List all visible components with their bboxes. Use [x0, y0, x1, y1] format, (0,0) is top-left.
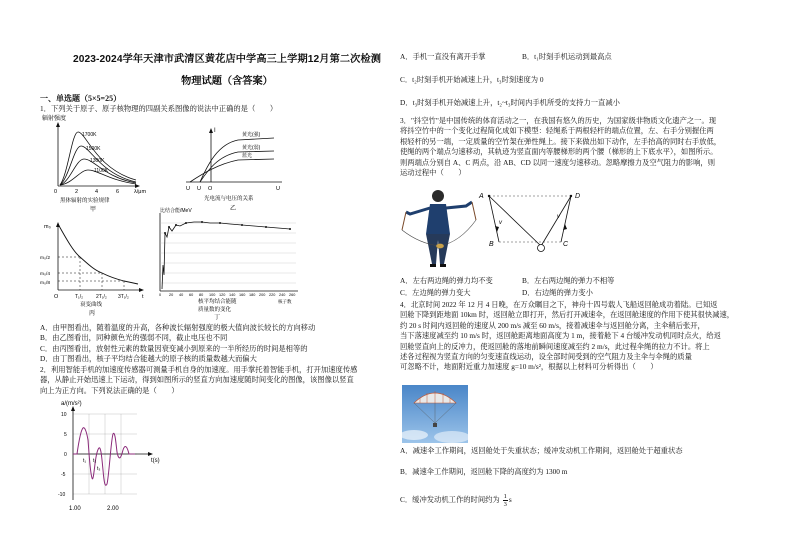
bing-y-half: m₀/2: [40, 256, 50, 261]
yi-label-strong: 黄光(强): [242, 132, 261, 138]
bing-tick-t3: 3T₁/₂: [118, 294, 129, 300]
q4-stem-line-6: 述各过程视为竖直方向的匀变速直线运动，设全部时间受到的空气阻力及主伞与伞绳的质量: [400, 352, 692, 362]
q2-option-b[interactable]: B．t₁时刻手机运动到最高点: [522, 52, 612, 61]
page-title: 2023-2024学年天津市武清区黄花店中学高三上学期12月第二次检测: [72, 54, 382, 65]
ding-tick-240: 240: [279, 293, 286, 297]
q2-ytick-m5: -5: [61, 472, 66, 478]
yi-tick-u: U: [276, 186, 280, 192]
q2-option-d[interactable]: D．t₃时刻手机开始减速上升，t₂~t₃时间内手机所受的支持力一直减小: [400, 98, 620, 107]
q3-option-c[interactable]: C．左边绳的弹力变大: [400, 288, 471, 297]
q4-fraction-denominator: 3: [503, 501, 507, 508]
bing-ylabel-m0: m₀: [44, 224, 51, 230]
ding-tick-40: 40: [179, 293, 184, 297]
jia-curve-1700: 1700K: [82, 132, 97, 138]
bing-xlabel: t: [142, 294, 144, 300]
jia-curve-1100: 1100K: [94, 168, 109, 174]
figure-jia-blackbody: [38, 114, 188, 214]
jia-label: 甲: [90, 207, 97, 213]
q4-option-a[interactable]: A．减速伞工作期间，返回舱处于失重状态；缓冲发动机工作期间，返回舱处于超重状态: [400, 446, 683, 455]
q4-stem-line-5: 回舱竖直向上的反冲力，使返回舱的落地前瞬间速度减至约 2 m/s，此过程伞绳的拉力不计。将上: [400, 341, 710, 351]
q4-fraction-unit: s: [508, 495, 512, 505]
jia-caption: 黑体辐射的实验规律: [60, 198, 110, 204]
ding-tick-60: 60: [189, 293, 194, 297]
q3-stem-line-3: 根轻杆的另一端，一定质量的空竹架在弹性绳上。接下来做出如下动作，左手抬高的同时右手放低，: [400, 136, 722, 146]
q4-option-c-text: C．缓冲发动机工作的时间约为: [400, 495, 500, 505]
q3-velocity-right: v: [557, 214, 560, 220]
ding-tick-80: 80: [199, 293, 204, 297]
yi-label: 乙: [230, 206, 237, 212]
ding-tick-180: 180: [249, 293, 256, 297]
q2-xtick-2: 2.00: [107, 506, 119, 512]
q2-acceleration-chart: [55, 400, 175, 525]
ding-tick-200: 200: [259, 293, 266, 297]
ding-tick-140: 140: [229, 293, 236, 297]
bing-tick-t1: T₁/₂: [75, 294, 84, 300]
figure-ding-binding-energy: [150, 205, 300, 320]
q2-t3-label: t₃: [97, 466, 101, 472]
q2-stem: [40, 365, 357, 396]
q3-diabolo-player-illustration: [400, 184, 480, 274]
jia-curve-1500: 1500K: [86, 146, 101, 152]
q3-point-d: D: [575, 193, 581, 200]
bing-caption: 衰变曲线: [80, 302, 103, 308]
q1-option-c[interactable]: C．由丙图看出，放射性元素的数量因衰变减小到原来的一半所经历的时间是相等的: [40, 343, 308, 353]
ding-caption-2: 质量数的变化: [198, 307, 232, 313]
q4-option-c[interactable]: [400, 493, 512, 508]
q4-stem-line-1: 4．北京时间 2022 年 12 月 4 日晚，在万众瞩目之下，神舟十四号载人飞船返回舱成功着陆。已知返: [400, 300, 718, 309]
q3-velocity-left: v: [499, 220, 502, 226]
q4-fraction-numerator: 1: [503, 493, 507, 500]
q2-ytick-10: 10: [61, 412, 67, 418]
q1-option-a[interactable]: A．由甲图看出，随着温度的升高，各种波长辐射强度的极大值向波长较长的方向移动: [40, 323, 316, 332]
bing-y-eighth: m₀/8: [40, 281, 50, 286]
q3-stem-line-2: 将抖空竹中的一个变化过程简化成如下模型：轻绳系于两根轻杆的端点位置，左、右手分别握住两: [400, 126, 714, 136]
page-subtitle: 物理试题（含答案）: [181, 76, 273, 87]
q4-stem-line-2: 回舱下降到距地面 10km 时，返回舱立即打开，然后打开减速伞，在返回舱速度的作用下使其很快减速，: [400, 310, 735, 320]
jia-curve-1300: 1300K: [90, 158, 105, 164]
ding-tick-120: 120: [219, 293, 226, 297]
q1-option-d[interactable]: D．由丁图看出，核子平均结合能越大的原子核的质量数越大而偏大: [40, 354, 257, 364]
ding-xlabel: 核子数: [278, 299, 292, 304]
jia-tick-6: 6: [116, 189, 120, 195]
section-heading: 一、单选题（5×5=25）: [40, 94, 122, 103]
q3-stem-line-5: 则两端点分别自 A、C 两点，沿 AB、CD 以同一速度匀速移动。忽略摩擦力及空气阻力的影响，则: [400, 157, 715, 167]
q4-stem: [400, 300, 734, 373]
q4-stem-line-3: 约 20 s 时间内返回舱的速度从 200 m/s 减至 60 m/s，接着减速伞与返回舱分离，主伞稍后张开，: [400, 320, 705, 330]
ding-label: 丁: [214, 315, 221, 320]
jia-tick-2: 2: [75, 189, 79, 195]
q2-chart-ylabel: a/(m/s²): [61, 401, 82, 407]
figure-bing-decay: [38, 218, 148, 316]
q4-fraction: [503, 493, 508, 508]
ding-ylabel: 比结合能/MeV: [160, 208, 192, 214]
q3-option-d[interactable]: D．右边绳的弹力变小: [522, 288, 593, 297]
ding-tick-100: 100: [209, 293, 216, 297]
ding-tick-220: 220: [269, 293, 276, 297]
q4-stem-line-4: 当下落速度减至约 10 m/s 时，返回舱距离地面高度为 1 m，接着舱下 4 台缓冲发动机同时点火，给返: [400, 331, 721, 341]
ding-tick-260: 260: [289, 293, 296, 297]
q4-parachute-photo: [402, 385, 468, 443]
yi-ylabel: I: [214, 128, 216, 134]
yi-tick-2: U: [197, 186, 201, 192]
ding-caption-1: 核平均结合能随: [198, 299, 237, 305]
q2-stem-line-3: 向上为正方向。下列说法正确的是（ ）: [40, 385, 179, 395]
q3-option-b[interactable]: B．左右两边绳的弹力不相等: [522, 276, 615, 285]
jia-xlabel: λ/μm: [134, 189, 147, 195]
bing-y-quarter: m₀/4: [40, 272, 50, 277]
q3-stem-line-4: 使绳的两个端点匀速移动，其轨迹为竖直面内等腰梯形的两个腰（梯形的上下底水平），如图所示。: [400, 147, 718, 157]
q2-stem-line-2: 器，从静止开始迅速上下运动，得到如图所示的竖直方向加速度随时间变化的图像，该图像以竖直: [40, 375, 354, 385]
yi-tick-1: U: [186, 186, 190, 192]
bing-tick-origin: O: [54, 294, 59, 300]
q1-option-b[interactable]: B．由乙图看出，同种颜色光的强弱不同，截止电压也不同: [40, 333, 228, 343]
q2-ytick-0: 0: [64, 452, 67, 458]
q2-t1-label: t₁: [83, 458, 87, 464]
q3-option-a[interactable]: A．左右两边绳的弹力均不变: [400, 276, 493, 285]
ding-tick-20: 20: [169, 293, 174, 297]
ding-tick-160: 160: [239, 293, 246, 297]
yi-label-weak: 黄光(弱): [242, 145, 261, 151]
q2-option-c[interactable]: C．t₂时刻手机开始减速上升，t₃时刻速度为 0: [400, 75, 544, 84]
q3-point-b: B: [489, 241, 494, 248]
q2-t2-label: t₂: [93, 458, 97, 464]
q3-point-c: C: [563, 241, 569, 248]
yi-caption: 光电流与电压的关系: [204, 196, 254, 202]
q4-stem-line-7: 可忽略不计，地面附近重力加速度 g=10 m/s²，根据以上材料可分析得出（ ）: [400, 362, 658, 372]
jia-ylabel: 辐射强度: [42, 116, 67, 122]
q4-option-b[interactable]: B．减速伞工作期间，返回舱下降的高度约为 1300 m: [400, 467, 568, 476]
q3-stem-line-6: 运动过程中（ ）: [400, 168, 466, 178]
figure-yi-photoelectric: [178, 124, 288, 216]
q3-stem: [400, 116, 721, 178]
ding-tick-0: 0: [159, 293, 162, 297]
q1-stem: 1．下列关于原子、原子核物理的四副关系图像的说法中正确的是（ ）: [40, 104, 278, 113]
q2-xlabel: t(s): [151, 458, 160, 464]
jia-tick-4: 4: [95, 189, 99, 195]
q3-point-a: A: [479, 193, 484, 200]
q2-xtick-1: 1.00: [69, 506, 81, 512]
q2-option-a[interactable]: A．手机一直没有离开手掌: [400, 52, 486, 61]
bing-tick-t2: 2T₁/₂: [96, 294, 107, 300]
q2-stem-line-1: 2．利用智能手机的加速度传感器可测量手机自身的加速度。用手掌托着智能手机，打开加速度传感: [40, 365, 358, 374]
q2-ytick-5: 5: [64, 432, 67, 438]
q1-options: [40, 323, 315, 365]
q2-ytick-m10: -10: [58, 492, 66, 498]
bing-label: 丙: [89, 311, 96, 316]
q3-trapezoid-diagram: [475, 190, 590, 270]
yi-tick-origin: O: [208, 186, 213, 192]
yi-label-blue: 蓝光: [242, 153, 253, 159]
q3-stem-line-1: 3．"抖空竹"是中国传统的体育活动之一，在我国有悠久的历史，为国家级非物质文化遗产之一。现: [400, 116, 717, 125]
jia-tick-0: 0: [54, 189, 58, 195]
